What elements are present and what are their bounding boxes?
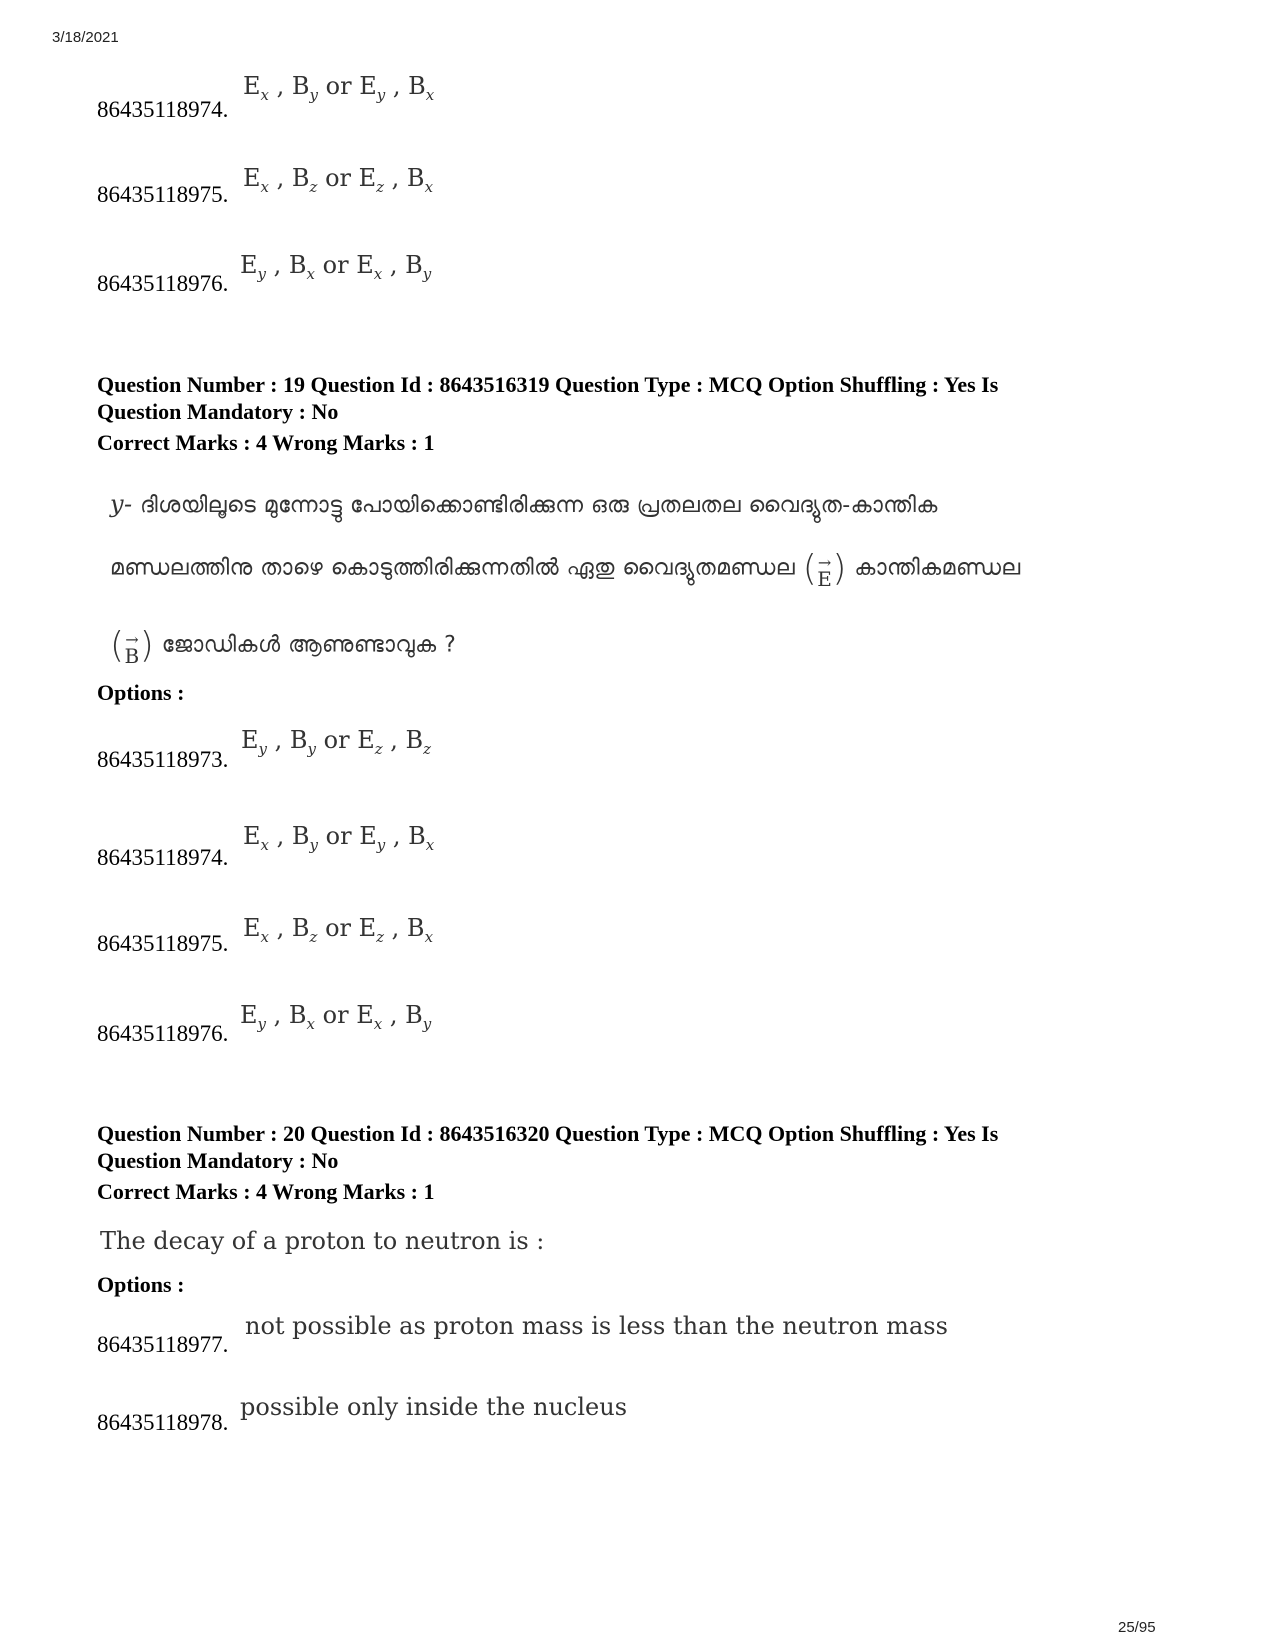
options-label: Options : [97,680,185,705]
option-id: 86435118973. [97,747,229,772]
vector-e: (→ E) [802,548,847,591]
option-formula: $E_x$ , $B_z$ or $E_z$ , $B_x$ [243,164,434,196]
axis-label: y- [110,490,133,518]
option-id: 86435118977. [97,1332,229,1357]
option-id: 86435118976. [97,1021,229,1046]
option-formula: $E_x$ , $B_y$ or $E_y$ , $B_x$ [243,822,435,854]
option-id: 86435118976. [97,271,229,296]
option-id: 86435118974. [97,97,229,122]
question-text-line: y- ദിശയിലൂടെ മുന്നോട്ടു പോയിക്കൊണ്ടിരിക്കുന്ന ഒരു പ്രതലതല വൈദ്യുത-കാന്തിക [110,490,938,518]
option-text: possible only inside the nucleus [240,1393,628,1421]
question-marks: Correct Marks : 4 Wrong Marks : 1 [97,1179,435,1204]
page-number: 25/95 [1118,1619,1156,1636]
option-formula: $E_y$ , $B_x$ or $E_x$ , $B_y$ [240,1001,432,1033]
option-formula: $E_y$ , $B_y$ or $E_z$ , $B_z$ [241,726,432,758]
question-text: The decay of a proton to neutron is : [100,1227,545,1255]
option-id: 86435118975. [97,182,229,207]
option-text: not possible as proton mass is less than the neutron mass [245,1312,948,1340]
question-marks: Correct Marks : 4 Wrong Marks : 1 [97,430,435,455]
question-header: Question Number : 19 Question Id : 8643516319 Question Type : MCQ Option Shuffling : Yes Is Question Mandatory : No [97,372,999,424]
vector-b: (→ B) [110,625,155,668]
question-text-line: (→ B) ജോഡികൾ ആണുണ്ടാവുക ? [110,625,457,668]
option-id: 86435118975. [97,931,229,956]
option-formula: $E_x$ , $B_y$ or $E_y$ , $B_x$ [243,72,435,104]
option-id: 86435118974. [97,845,229,870]
option-formula: $E_y$ , $B_x$ or $E_x$ , $B_y$ [240,251,432,283]
question-text-line: മണ്ഡലത്തിനു താഴെ കൊടുത്തിരിക്കുന്നതിൽ ഏതു വൈദ്യുതമണ്ഡല (→ E) കാന്തികമണ്ഡല [110,548,1021,591]
options-label: Options : [97,1272,185,1297]
option-id: 86435118978. [97,1410,229,1435]
header-date: 3/18/2021 [52,29,119,46]
question-header: Question Number : 20 Question Id : 8643516320 Question Type : MCQ Option Shuffling : Yes Is Question Mandatory : No [97,1121,999,1173]
option-formula: $E_x$ , $B_z$ or $E_z$ , $B_x$ [243,914,434,946]
